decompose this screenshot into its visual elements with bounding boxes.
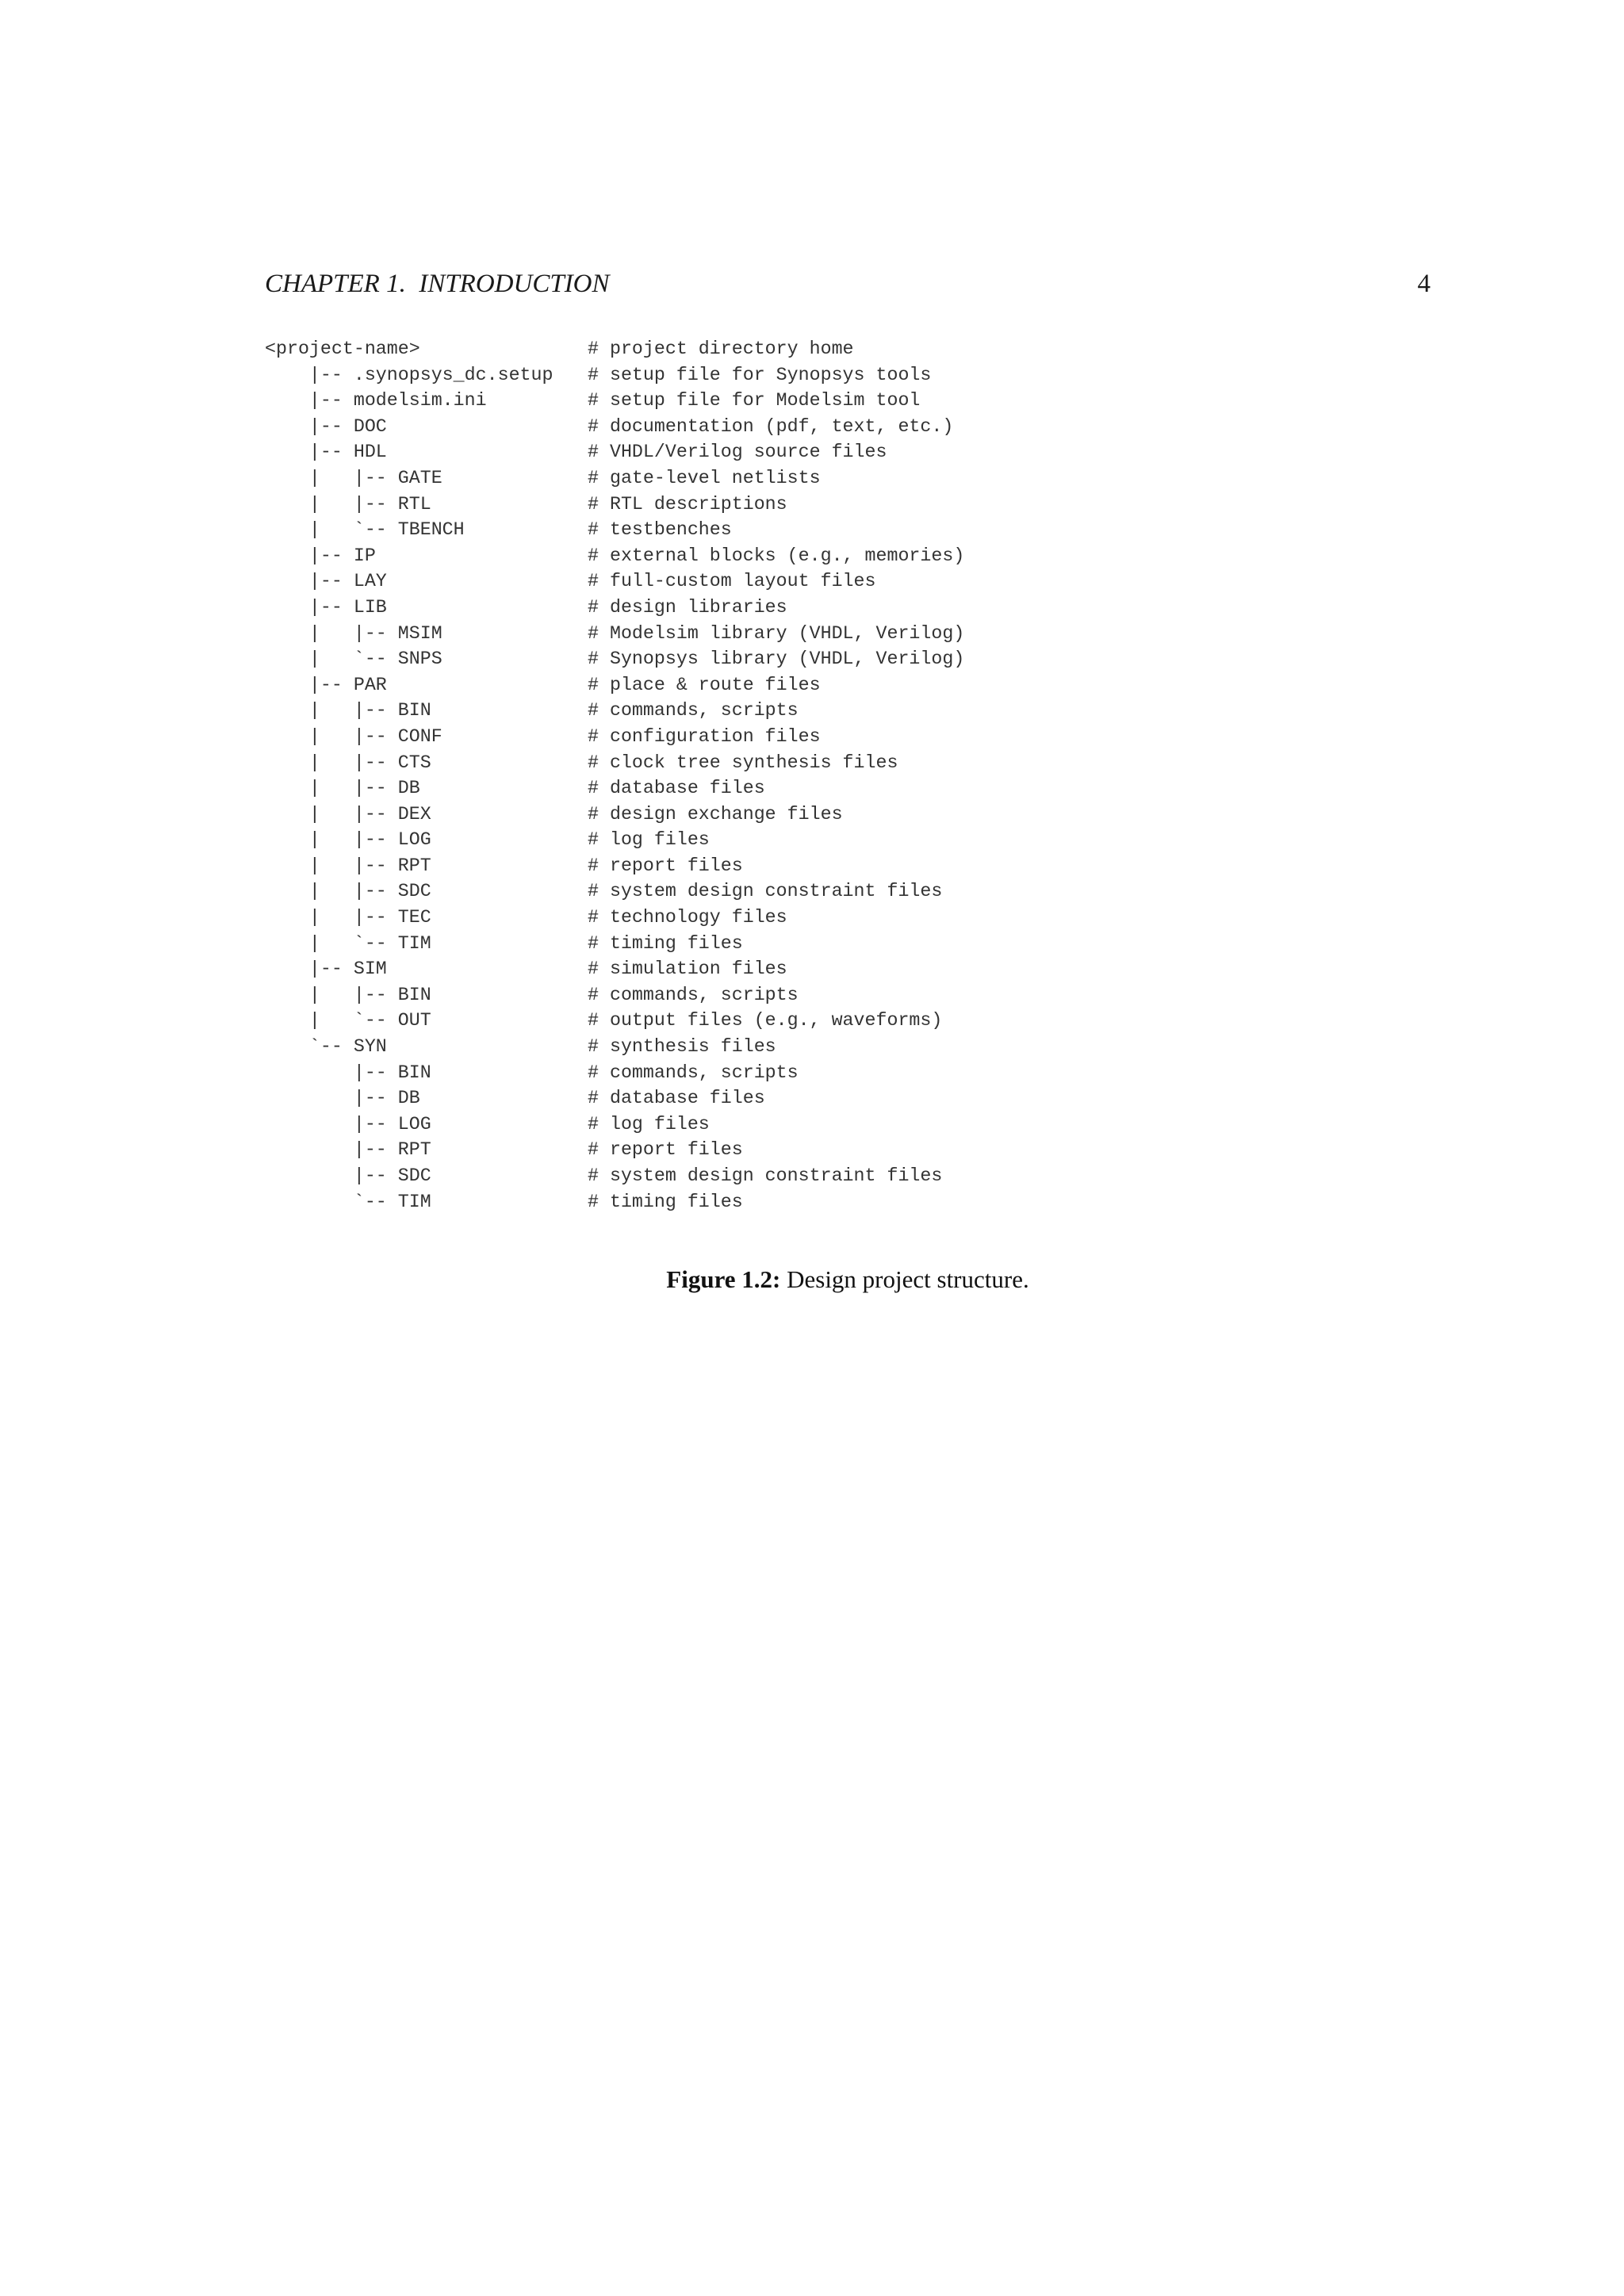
figure-caption-text: Design project structure. xyxy=(780,1265,1029,1293)
tree-entry-comment: # place & route files xyxy=(588,674,821,695)
tree-entry-path: `-- SYN xyxy=(265,1036,387,1058)
tree-entry-path: | |-- MSIM xyxy=(265,622,442,644)
tree-entry-path: | `-- TIM xyxy=(265,932,431,954)
tree-entry-path: | |-- GATE xyxy=(265,467,442,488)
tree-entry-comment: # commands, scripts xyxy=(588,1062,799,1083)
tree-entry-path: | |-- BIN xyxy=(265,984,431,1005)
tree-entry-comment: # configuration files xyxy=(588,725,821,747)
tree-entry-path: |-- LIB xyxy=(265,596,387,618)
tree-entry-comment: # simulation files xyxy=(588,959,787,980)
tree-entry-comment: # report files xyxy=(588,855,743,876)
tree-entry-comment: # log files xyxy=(588,829,710,851)
tree-entry-path: | |-- SDC xyxy=(265,881,431,902)
tree-entry-path: | |-- TEC xyxy=(265,907,431,928)
tree-entry-comment: # report files xyxy=(588,1139,743,1161)
tree-entry-comment: # setup file for Modelsim tool xyxy=(588,390,921,411)
tree-entry-path: | |-- CTS xyxy=(265,752,431,773)
tree-entry-path: `-- TIM xyxy=(265,1191,431,1212)
tree-entry-comment: # technology files xyxy=(588,907,787,928)
tree-entry-comment: # documentation (pdf, text, etc.) xyxy=(588,415,954,437)
tree-entry-path: | |-- DB xyxy=(265,778,420,799)
tree-entry-path: | |-- RPT xyxy=(265,855,431,876)
tree-entry-comment: # design exchange files xyxy=(588,803,843,825)
tree-entry-path: |-- IP xyxy=(265,545,376,566)
tree-entry-path: |-- LOG xyxy=(265,1113,431,1135)
tree-entry-path: | `-- SNPS xyxy=(265,649,442,670)
tree-entry-path: |-- SIM xyxy=(265,959,387,980)
tree-entry-comment: # database files xyxy=(588,1088,765,1109)
tree-entry-comment: # Synopsys library (VHDL, Verilog) xyxy=(588,649,965,670)
running-head xyxy=(265,266,1431,301)
tree-entry-path: | |-- LOG xyxy=(265,829,431,851)
tree-entry-comment: # commands, scripts xyxy=(588,984,799,1005)
tree-entry-comment: # design libraries xyxy=(588,596,787,618)
tree-entry-comment: # project directory home xyxy=(588,339,854,359)
tree-entry-comment: # output files (e.g., waveforms) xyxy=(588,1010,943,1031)
tree-entry-path: | |-- RTL xyxy=(265,493,431,515)
tree-entry-path: | |-- BIN xyxy=(265,700,431,721)
tree-entry-comment: # full-custom layout files xyxy=(588,571,876,592)
tree-entry-path: |-- SDC xyxy=(265,1165,431,1186)
tree-entry-comment: # testbenches xyxy=(588,519,732,541)
tree-entry-comment: # setup file for Synopsys tools xyxy=(588,364,932,385)
tree-entry-comment: # RTL descriptions xyxy=(588,493,787,515)
tree-entry-path: |-- modelsim.ini xyxy=(265,390,487,411)
tree-entry-comment: # timing files xyxy=(588,1191,743,1212)
tree-entry-comment: # clock tree synthesis files xyxy=(588,752,898,773)
tree-entry-path: |-- HDL xyxy=(265,442,387,463)
tree-entry-comment: # log files xyxy=(588,1113,710,1135)
chapter-title: CHAPTER 1. INTRODUCTION xyxy=(265,270,610,298)
tree-entry-path: |-- DOC xyxy=(265,415,387,437)
tree-entry-path: |-- LAY xyxy=(265,571,387,592)
tree-entry-comment: # timing files xyxy=(588,932,743,954)
tree-entry-comment: # gate-level netlists xyxy=(588,467,821,488)
tree-entry-path: | |-- CONF xyxy=(265,725,442,747)
tree-entry-path: |-- RPT xyxy=(265,1139,431,1161)
tree-entry-comment: # system design constraint files xyxy=(588,1165,943,1186)
tree-entry-path: |-- .synopsys_dc.setup xyxy=(265,364,553,385)
figure-caption xyxy=(0,1264,1624,1295)
tree-entry-path: | `-- OUT xyxy=(265,1010,431,1031)
tree-entry-path: <project-name> xyxy=(265,339,420,359)
tree-entry-path: |-- DB xyxy=(265,1088,420,1109)
tree-entry-comment: # database files xyxy=(588,778,765,799)
tree-entry-path: | |-- DEX xyxy=(265,803,431,825)
tree-entry-comment: # external blocks (e.g., memories) xyxy=(588,545,965,566)
tree-entry-comment: # VHDL/Verilog source files xyxy=(588,442,887,463)
tree-entry-path: | `-- TBENCH xyxy=(265,519,465,541)
tree-entry-comment: # synthesis files xyxy=(588,1036,776,1058)
tree-entry-comment: # Modelsim library (VHDL, Verilog) xyxy=(588,622,965,644)
figure-caption-label: Figure 1.2: xyxy=(666,1265,781,1293)
tree-entry-comment: # commands, scripts xyxy=(588,700,799,721)
tree-entry-comment: # system design constraint files xyxy=(588,881,943,902)
tree-entry-path: |-- BIN xyxy=(265,1062,431,1083)
tree-entry-path: |-- PAR xyxy=(265,674,387,695)
page-number: 4 xyxy=(1417,270,1431,298)
